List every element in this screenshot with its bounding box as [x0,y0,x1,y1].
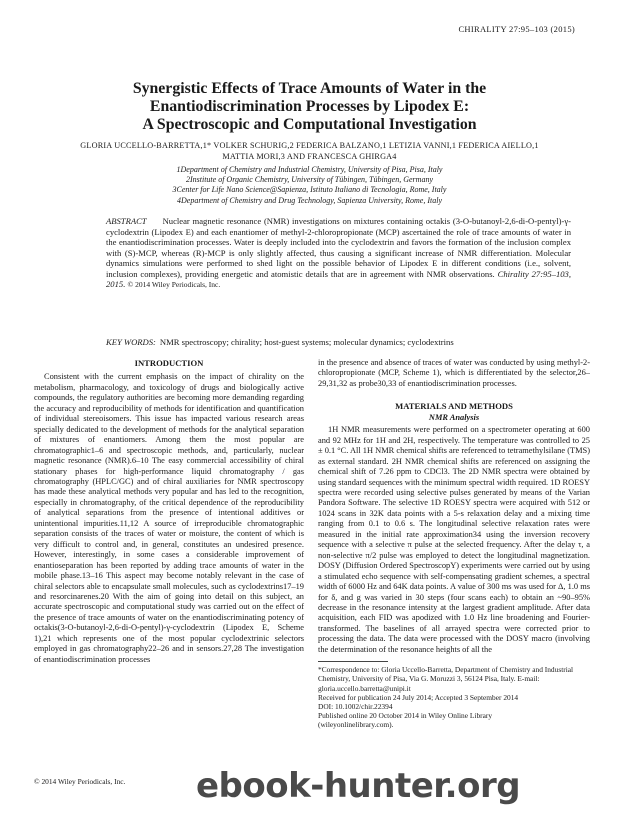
footnote-divider [318,661,388,662]
nmr-analysis-subheading: NMR Analysis [428,412,480,422]
introduction-heading: INTRODUCTION [134,358,204,368]
footer-copyright: © 2014 Wiley Periodicals, Inc. [34,777,126,786]
affiliation: 4Department of Chemistry and Drug Technology, Sapienza University, Rome, Italy [176,195,442,205]
title-line: A Spectroscopic and Computational Investigation [142,116,477,133]
introduction-continuation: in the presence and absence of traces of water was conducted by using methyl-2-chloropropionate (MCP, Scheme 1), which is differentiated by the selector,26–29,31,32 as probe30,33 of enantiodiscrimination processes. [318,358,590,388]
watermark: ebook-hunter.org [196,766,521,806]
abstract [106,216,571,291]
correspondence-note: *Correspondence to: Gloria Uccello-Barretta, Department of Chemistry and Industrial Chemistry, University of Pisa, Via G. Moruzzi 3, 56124 Pisa, Italy. E-mail: gloria.uccello.barretta@unipi.it [318,665,574,693]
received-note: Received for publication 24 July 2014; Accepted 3 September 2014 [318,692,519,702]
affiliation: 2Institute of Organic Chemistry, University of Tübingen, Tübingen, Germany [185,175,433,185]
article-title [40,80,579,134]
affiliation: 1Department of Chemistry and Industrial Chemistry, University of Pisa, Pisa, Italy [176,165,443,174]
authors-line: MATTIA MORI,3 AND FRANCESCA GHIRGA4 [222,152,397,161]
published-note: Published online 20 October 2014 in Wiley Online Library [318,711,493,721]
authors-line: GLORIA UCCELLO-BARRETTA,1* VOLKER SCHURIG,2 FEDERICA BALZANO,1 LETIZIA VANNI,1 FEDERICA AIELLO,1 [80,141,539,150]
abstract-copyright: © 2014 Wiley Periodicals, Inc. [127,280,221,289]
keywords-label: KEY WORDS: [106,337,156,347]
keywords [106,337,571,347]
doi-note: DOI: 10.1002/chir.22394 [318,702,393,712]
nmr-analysis-paragraph: 1H NMR measurements were performed on a spectrometer operating at 600 and 92 MHz for 1H and 2H, respectively. The temperature was controlled to 25 ± 0.1 °C. All 1H NMR chemical shifts are referenced to tetramethylsilane (TMS) as external standard. 2H NMR chemical shifts are referenced on assigning the chemical shift of 7.26 ppm to CDCl3. The 2D NMR spectra were obtained by using standard sequences with the minimum spectral width required. 1D ROESY spectra were recorded using selective pulses generated by means of the Varian Pandora Software. The selective 1D ROESY spectra were acquired with 512 or 1024 scans in 32K data points with a 5-s relaxation delay and a mixing time ranging from 0.1 to 0.6 s. The longitudinal selective relaxation rates were measured in the initial rate approximation34 using the inversion recovery sequence with a selective π pulse at the selected frequency. After the delay τ, a non-selective π/2 pulse was employed to detect the longitudinal magnetization. DOSY (Diffusion Ordered SpectroscopY) experiments were carried out by using a stimulated echo sequence with self-compensating gradient schemes, a spectral width of 6000 Hz and 64K data points. A value of 300 ms was used for Δ, 1.0 ms for δ, and g was varied in 30 steps (four scans each) to obtain an ~90–95% decrease in the resonance intensity at the largest gradient amplitude. After data acquisition, each FID was apodized with 1.0 Hz line broadening and Fourier-transformed. The baselines of all arrayed spectra were corrected prior to processing the data. The data were processed with the DOSY macro (involving the determination of the resonance heights of all the [318,425,590,654]
methods-heading: MATERIALS AND METHODS [395,401,513,412]
affiliation: 3Center for Life Nano Science@Sapienza, Istituto Italiano di Tecnologia, Rome, Italy [172,185,447,195]
abstract-label: ABSTRACT [106,216,147,226]
library-url-note: (wileyonlinelibrary.com). [318,720,394,730]
introduction-paragraph: Consistent with the current emphasis on the impact of chirality on the metabolism, pharmacology, and toxicology of drugs and biologically active compounds, the regulatory authorities are becoming more demanding regarding the accuracy and reproducibility of methods for identification and quantification of individual stereoisomers. This issue has impacted various research areas specially dedicated to the development of methods for the analytical separation of mixtures of enantiomers. Among them the most popular are chromatographic1–6 and spectroscopic methods, and, particularly, nuclear magnetic resonance (NMR).6–10 The easy commercial accessibility of chiral stationary phases for high-performance liquid chromatography / gas chromatography (HPLC/GC) and of chiral auxiliaries for NMR spectroscopy has made these analytical methods very popular and has led to the recognition, especially in chromatography, of the critical dependence of the reproducibility of analytical separations from the presence of intentional additives or unintentional impurities.11,12 A source of irreproducible chromatographic separation consists of the traces of water or moisture, the content of which is very difficult to control and, in general, constitutes an undesired presence. However, interestingly, in some cases a considerable improvement of enantioseparation has been reported by adding trace amounts of water in the mobile phase.13–16 This aspect may become notably relevant in the case of chiral selectors able to encapsulate small molecules, such as cyclodextrins17–19 and resorcinarenes.20 With the aim of going into detail on this subject, an accurate spectroscopic and computational study was carried out on the effect of the presence of trace amounts of water on the enantiodiscriminating potency of octakis(3-O-butanoyl-2,6-di-O-pentyl)-γ-cyclodextrin (Lipodex E, Scheme 1),21 which represents one of the most popular cyclodextrinic selectors employed in gas chromatography22–26 and in sensors.27,28 The investigation of enantiodiscrimination processes [34,372,304,664]
abstract-citation: Chirality 27:95–103, 2015. [106,268,571,289]
journal-reference: CHIRALITY 27:95–103 (2015) [458,24,575,34]
keywords-text: NMR spectroscopy; chirality; host-guest systems; molecular dynamics; cyclodextrins [159,337,454,347]
author-list [46,140,573,162]
title-line: Synergistic Effects of Trace Amounts of Water in the [132,80,487,97]
affiliations [60,165,559,206]
abstract-text: Nuclear magnetic resonance (NMR) investigations on mixtures containing octakis (3-O-butanoyl-2,6-di-O-pentyl)-γ-cyclodextrin (Lipodex E) and each enantiomer of methyl-2-chloropropionate (MCP) ascertained the role of trace amounts of water in the enantiodiscrimination processes. Water is deeply included into the cyclodextrin and favors the formation of the inclusion complex with (S)-MCP, whereas (R)-MCP is only slightly affected, thus causing a significant increase of NMR differentiation. Molecular dynamics simulations were performed to shed light on the possible behavior of Lipodex E in different conditions (i.e., solvent, inclusion complexes), providing energetic and atomistic details that are in agreement with NMR observations. [106,216,571,279]
title-line: Enantiodiscrimination Processes by Lipodex E: [149,98,470,115]
left-column [34,358,304,665]
footnotes [318,665,590,729]
right-column [318,358,590,730]
